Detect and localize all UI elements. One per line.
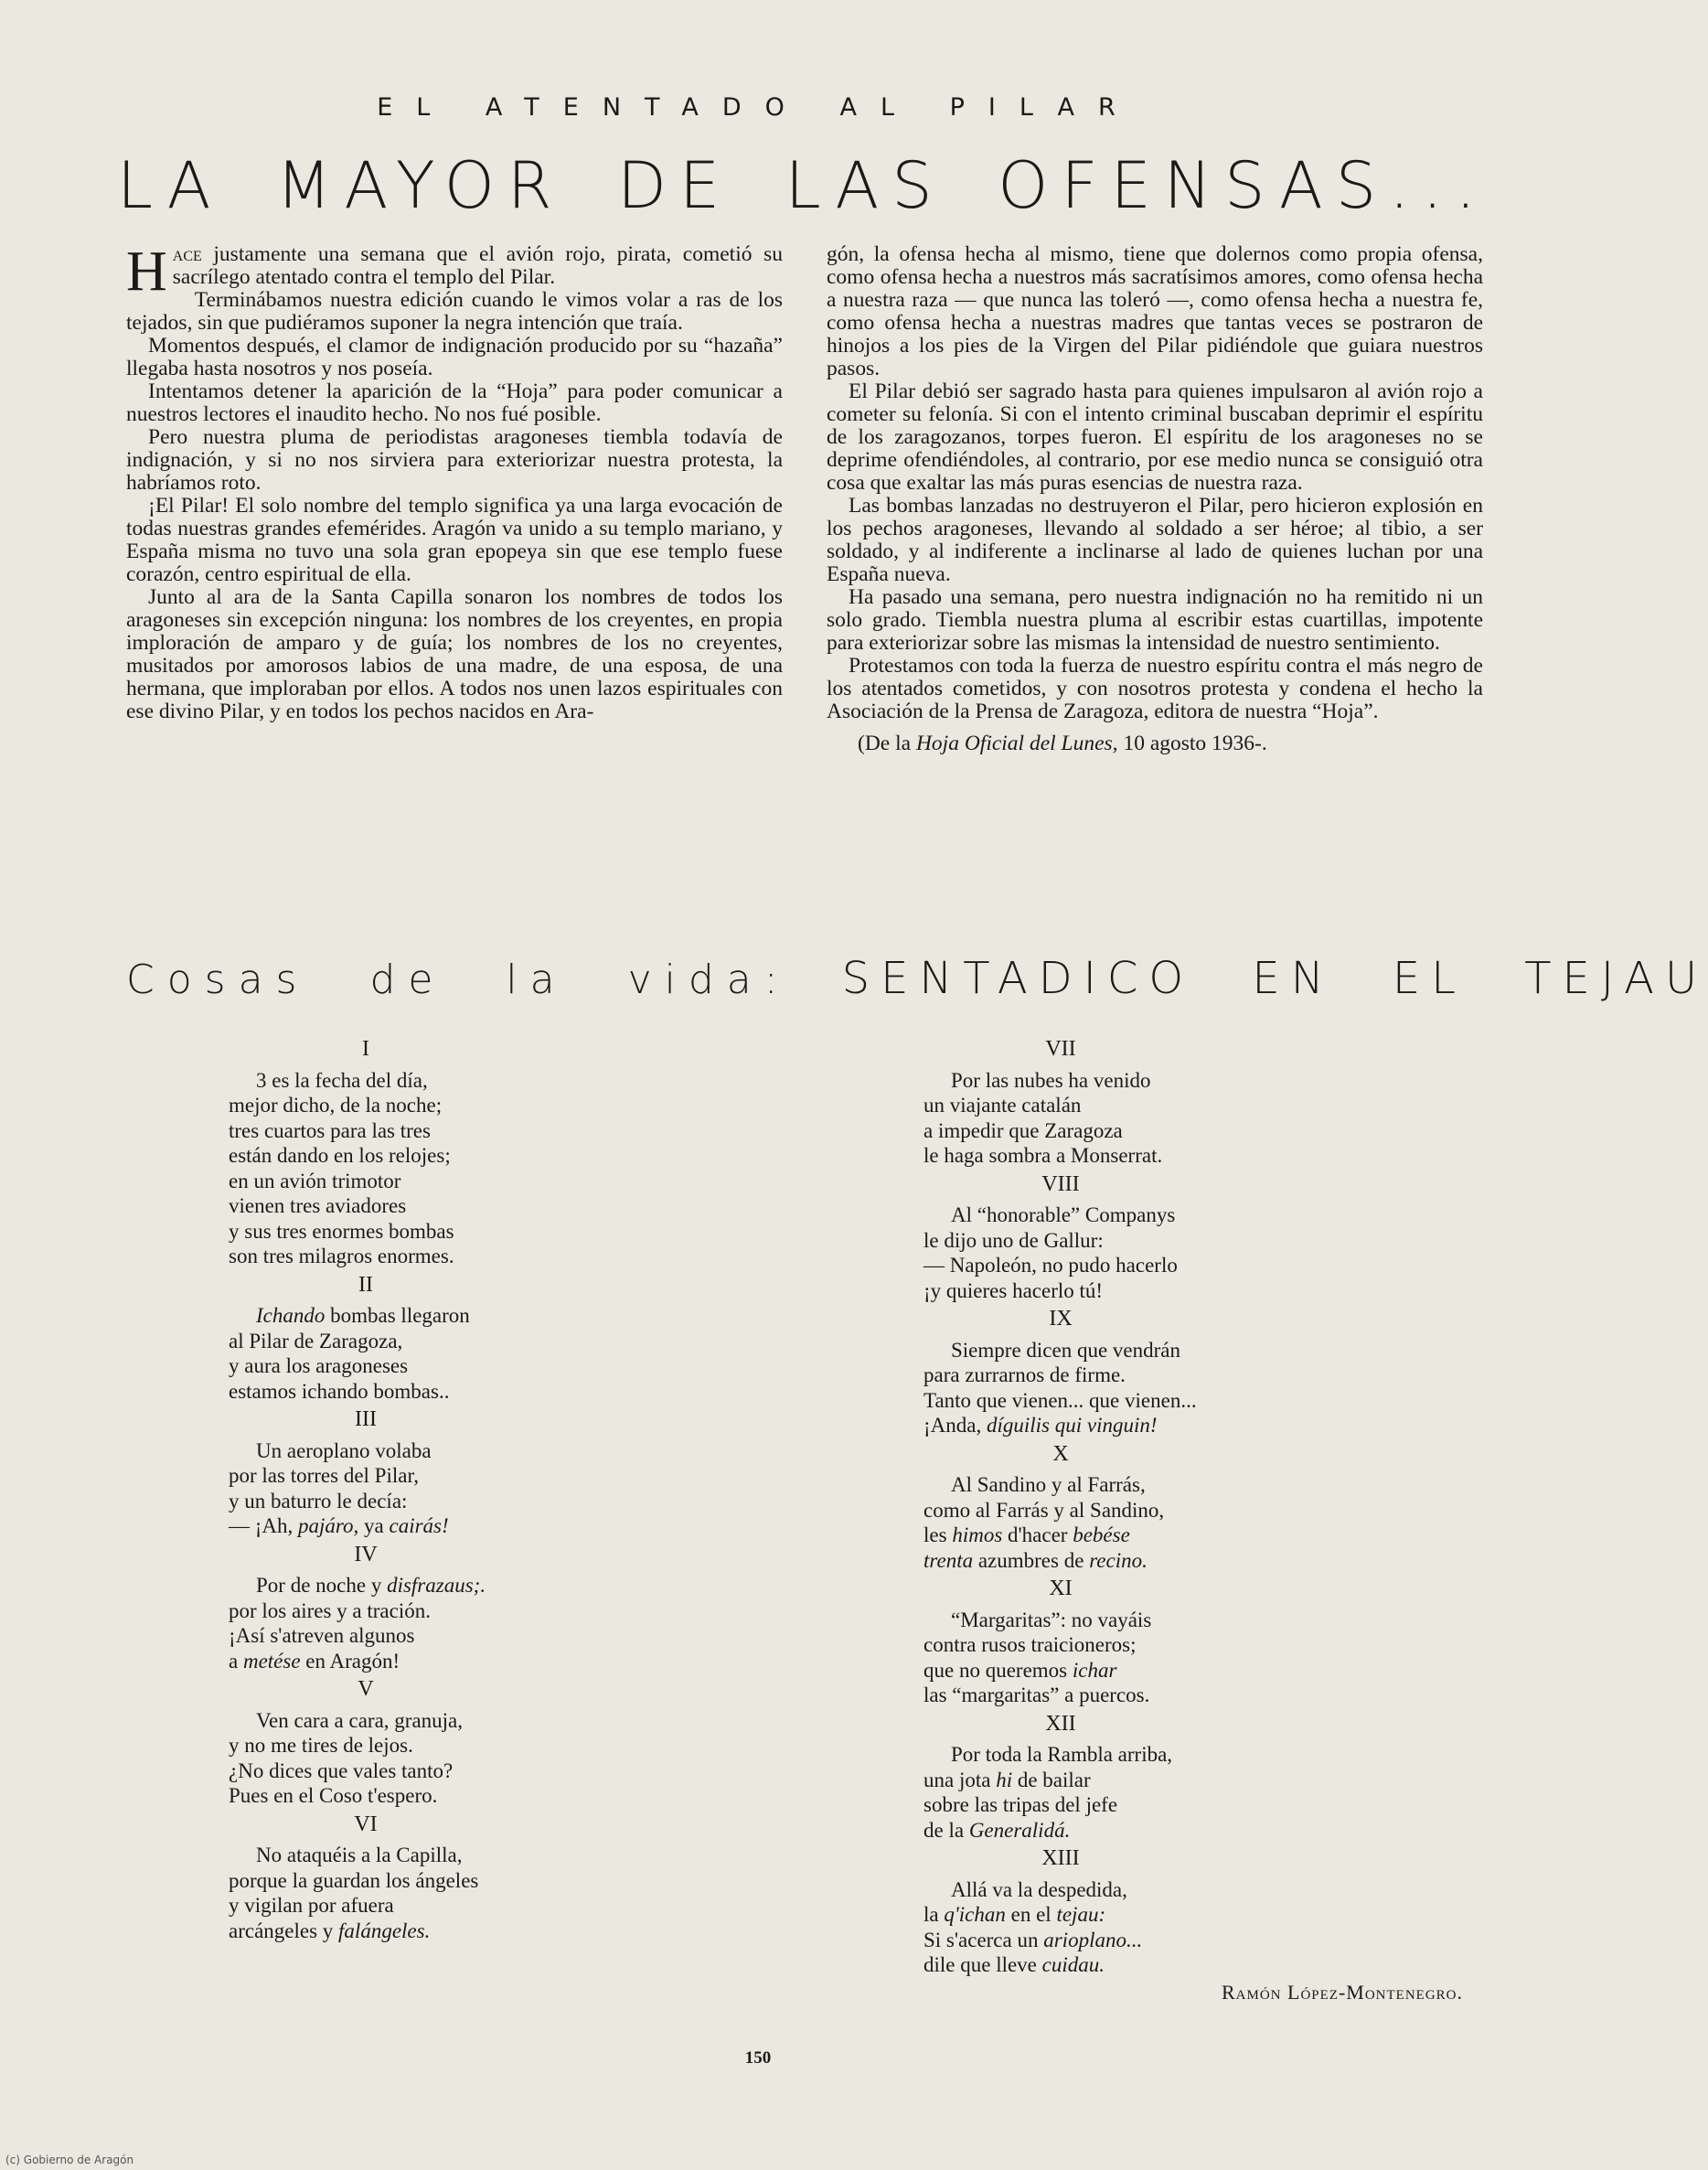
poem-line: ¿No dices que vales tanto? (229, 1758, 454, 1782)
paragraph-text: Intentamos detener la aparición de la “Hoja” para poder comunicar a nuestros lectores el inaudito hecho. No nos fué posible. (126, 379, 783, 426)
italic-word: hi (996, 1768, 1013, 1791)
headline-word: DE (617, 148, 733, 223)
page-number: 150 (744, 2048, 772, 2068)
poem-line: — Napoleón, no pudo hacerlo (923, 1254, 1178, 1277)
poem-stanza (229, 1812, 613, 1944)
poem-stanza (229, 1407, 613, 1539)
poem-line: Siempre dicen que vendrán (951, 1338, 1180, 1362)
stanza-number: III (355, 1407, 377, 1431)
poem-title (126, 951, 1708, 1008)
headline-word: LA (117, 148, 224, 223)
poem-line: que no queremos ichar (923, 1658, 1117, 1682)
poem-line: Por toda la Rambla arriba, (951, 1743, 1173, 1766)
italic-word: tejau: (1056, 1903, 1106, 1926)
italic-word: Ichando (256, 1304, 326, 1327)
poem-stanza (923, 1307, 1472, 1438)
poem-line: les himos d'hacer bebése (923, 1523, 1130, 1546)
poem-line: y aura los aragoneses (229, 1354, 409, 1377)
poem-line: estamos ichando bombas.. (229, 1379, 450, 1403)
paragraph-text: Junto al ara de la Santa Capilla sonaron los nombres de todos los aragoneses sin excepción ninguna: los nombres de los creyentes, en propia imploración de amparo y de guía; los nombres de los no creyentes, musitados por amorosos labios de una madre, de una esposa, de una hermana, que imploraban por ellos. A todos nos unen lazos espirituales con ese divino Pilar, y en todos los pechos nacidos en Ara- (126, 585, 783, 723)
poem-line: ¡y quieres hacerlo tú! (923, 1278, 1104, 1302)
stanza-number: XII (1045, 1711, 1076, 1736)
poem-line: trenta azumbres de recino. (923, 1548, 1148, 1572)
poem-line: Ichando bombas llegaron (256, 1304, 470, 1327)
poem-stanza (229, 1543, 613, 1674)
copyright-notice: (c) Gobierno de Aragón (5, 2154, 134, 2166)
italic-word: metése (242, 1649, 301, 1673)
italic-word: disfrazaus;. (387, 1574, 486, 1597)
stanza-number: VI (354, 1812, 378, 1836)
poem-line: en un avión trimotor (229, 1169, 401, 1192)
poem-line: dile que lleve cuidau. (923, 1953, 1105, 1976)
poem-line: son tres milagros enormes. (229, 1245, 454, 1267)
poem-line: tres cuartos para las tres (229, 1118, 431, 1142)
poem-line: a impedir que Zaragoza (923, 1118, 1123, 1142)
stanza-number: II (358, 1272, 373, 1297)
italic-word: cairás! (389, 1514, 449, 1537)
paragraph-text: Momentos después, el clamor de indignación producido por su “hazaña” llegaba hasta nosotros y nos poseía. (126, 334, 783, 380)
article-paragraph (827, 243, 1483, 380)
stanza-number: VII (1045, 1037, 1076, 1061)
poem-line: Ven cara a cara, granuja, (256, 1708, 464, 1732)
poem-line: para zurrarnos de firme. (923, 1363, 1126, 1386)
poem-line: contra rusos traicioneros; (923, 1633, 1137, 1656)
poem-line: están dando en los relojes; (229, 1144, 451, 1167)
article-paragraph (126, 335, 783, 380)
poem-line: sobre las tripas del jefe (923, 1793, 1118, 1816)
poem-line: a metése en Aragón! (229, 1649, 400, 1673)
italic-word: cuidau. (1041, 1953, 1105, 1976)
article-column-right (827, 243, 1483, 755)
italic-word: ichar (1072, 1658, 1117, 1682)
article-paragraph (126, 495, 783, 586)
paragraph-text: ¡El Pilar! El solo nombre del templo significa ya una larga evocación de todas nuestras grandes efemérides. Aragón va unido a su templo mariano, y España misma no tuvo una sola gran epopeya sin que ese templo fuese corazón, centro espiritual de ella. (126, 494, 783, 586)
italic-word: q'ichan (944, 1903, 1006, 1926)
poem-column-right (923, 1035, 1472, 1982)
paragraph-text: Pero nuestra pluma de periodistas aragoneses tiembla todavía de indignación, y si no nos sirviera para exteriorizar nuestra protesta, la habríamos roto. (126, 425, 783, 495)
poem-line: arcángeles y falángeles. (229, 1919, 431, 1942)
poem-line: como al Farrás y al Sandino, (923, 1498, 1165, 1522)
stanza-number: XI (1049, 1577, 1073, 1600)
author-signature: Ramón López-Montenegro. (1222, 1981, 1463, 2004)
poem-stanza (923, 1037, 1472, 1169)
poem-stanza (923, 1712, 1472, 1844)
source-date: 10 agosto 1936-. (1117, 732, 1267, 755)
poem-line: mejor dicho, de la noche; (229, 1094, 443, 1117)
poem-line: y no me tires de lejos. (229, 1734, 413, 1757)
poem-stanza (923, 1172, 1472, 1304)
poem-stanza (229, 1037, 613, 1269)
poem-line: las “margaritas” a puercos. (923, 1684, 1150, 1706)
stanza-number: IV (354, 1542, 378, 1566)
stanza-number: IX (1049, 1307, 1073, 1331)
italic-word: Generalidá. (968, 1818, 1071, 1842)
poem-line: le dijo uno de Gallur: (923, 1228, 1104, 1252)
poem-line: Pues en el Coso t'espero. (229, 1784, 438, 1807)
poem-line: “Margaritas”: no vayáis (951, 1608, 1152, 1631)
italic-word: trenta (923, 1548, 974, 1572)
article-paragraph (126, 289, 783, 335)
poem-stanza (923, 1846, 1472, 1978)
article-column-left (126, 243, 783, 723)
page-title (117, 146, 1489, 225)
headline-word: LAS (785, 148, 945, 223)
poem-line: Tanto que vienen... que vienen... (923, 1388, 1197, 1412)
poem-stanza (923, 1442, 1472, 1574)
paragraph-text: Ha pasado una semana, pero nuestra indignación no ha remitido ni un solo grado. Tiembla nuestra pluma al escribir estas cuartillas, impotente para exteriorizar sobre las mismas la intensidad de nuestro sentimiento. (827, 585, 1483, 655)
poem-line: y vigilan por afuera (229, 1894, 394, 1917)
paragraph-text: Terminábamos nuestra edición cuando le vimos volar a ras de los tejados, sin que pudiéramos suponer la negra intención que traía. (126, 288, 783, 335)
italic-word: recino. (1089, 1548, 1148, 1572)
section-kicker: EL ATENTADO AL PILAR (377, 93, 1139, 122)
poem-line: por las torres del Pilar, (229, 1464, 419, 1487)
poem-line: 3 es la fecha del día, (256, 1068, 428, 1092)
italic-word: bebése (1073, 1523, 1130, 1546)
stanza-number: V (358, 1677, 374, 1701)
poem-column-left (229, 1035, 613, 1947)
paragraph-text: gón, la ofensa hecha al mismo, tiene que dolernos como propia ofensa, como ofensa hecha a nuestros más sacratísimos amores, como ofensa hecha a nuestra raza — que nunca las toleró —, como ofensa hecha a nuestra fe, como ofensa hecha a nuestras madres que tantas veces se postraron de hinojos a los pies de la Virgen del Pilar pidiéndole que guiara nuestros pasos. (827, 242, 1483, 380)
poem-series-label: Cosas de la vida: (126, 957, 791, 1003)
article-source (827, 732, 1483, 755)
poem-line: Por de noche y disfrazaus;. (256, 1574, 486, 1597)
small-caps-text: ace (172, 242, 202, 266)
headline-word: OFENSAS... (998, 148, 1489, 223)
poem-stanza (229, 1677, 613, 1809)
stanza-number: X (1052, 1441, 1069, 1466)
paragraph-text: justamente una semana que el avión rojo, pirata, cometió su sacrílego atentado contra el templo del Pilar. (172, 242, 783, 289)
article-paragraph (126, 426, 783, 495)
article-paragraph (827, 380, 1483, 495)
poem-line: una jota hi de bailar (923, 1768, 1091, 1791)
italic-word: falángeles. (338, 1919, 431, 1942)
poem-line: y un baturro le decía: (229, 1489, 408, 1513)
poem-line: — ¡Ah, pajáro, ya cairás! (229, 1514, 449, 1537)
stanza-number: I (362, 1037, 369, 1061)
article-paragraph (126, 586, 783, 723)
poem-line: y sus tres enormes bombas (229, 1219, 454, 1243)
poem-line: porque la guardan los ángeles (229, 1868, 479, 1892)
source-prefix: (De la (858, 732, 916, 755)
stanza-number: XIII (1041, 1846, 1080, 1870)
poem-line: por los aires y a tración. (229, 1598, 431, 1622)
poem-stanza (923, 1577, 1472, 1708)
poem-line: Si s'acerca un arioplano... (923, 1928, 1143, 1951)
article-paragraph (126, 380, 783, 426)
poem-line: vienen tres aviadores (229, 1194, 407, 1217)
poem-heading: SENTADICO EN EL TEJAU (841, 953, 1708, 1004)
article-paragraph (827, 495, 1483, 586)
poem-line: Un aeroplano volaba (256, 1438, 432, 1462)
poem-line: ¡Así s'atreven algunos (229, 1624, 415, 1647)
italic-word: díguilis qui vinguin! (986, 1414, 1158, 1437)
poem-line: un viajante catalán (923, 1094, 1082, 1117)
italic-word: pajáro, (298, 1514, 359, 1537)
poem-line: ¡Anda, díguilis qui vinguin! (923, 1414, 1158, 1437)
poem-line: le haga sombra a Monserrat. (923, 1144, 1163, 1167)
stanza-number: VIII (1041, 1171, 1080, 1196)
poem-stanza (229, 1273, 613, 1405)
poem-line: No ataquéis a la Capilla, (256, 1844, 463, 1866)
poem-line: de la Generalidá. (923, 1818, 1071, 1842)
article-paragraph (827, 586, 1483, 655)
paragraph-text: Protestamos con toda la fuerza de nuestro espíritu contra el más negro de los atentados cometidos, y con nosotros protesta y condena el hecho la Asociación de la Prensa de Zaragoza, editora de nuestra “Hoja”. (827, 654, 1483, 723)
poem-line: Allá va la despedida, (951, 1877, 1127, 1901)
headline-word: MAYOR (276, 148, 565, 223)
drop-cap: H (126, 241, 167, 303)
italic-word: himos (952, 1523, 1003, 1546)
article-paragraph (126, 241, 783, 303)
poem-line: Al Sandino y al Farrás, (951, 1473, 1146, 1496)
poem-line: al Pilar de Zaragoza, (229, 1329, 403, 1352)
paragraph-text: Las bombas lanzadas no destruyeron el Pilar, pero hicieron explosión en los pechos aragoneses, llevando al soldado a ser héroe; al tibio, a ser soldado, y al indiferente a inclinarse al lado de quienes luchan por una España nueva. (827, 494, 1483, 586)
source-publication: Hoja Oficial del Lunes, (915, 732, 1118, 755)
paragraph-text: El Pilar debió ser sagrado hasta para quienes impulsaron al avión rojo a cometer su felonía. Si con el intento criminal buscaban deprimir el espíritu de los zaragozanos, torpes fueron. El espíritu de los aragoneses no se deprime ofendiéndoles, al contrario, por ese medio nunca se consiguió otra cosa que exaltar las más puras esencias de nuestra raza. (827, 379, 1483, 495)
poem-line: la q'ichan en el tejau: (923, 1903, 1106, 1926)
italic-word: arioplano... (1043, 1928, 1143, 1951)
poem-line: Al “honorable” Companys (951, 1203, 1176, 1226)
poem-line: Por las nubes ha venido (951, 1068, 1151, 1092)
article-paragraph (827, 655, 1483, 723)
